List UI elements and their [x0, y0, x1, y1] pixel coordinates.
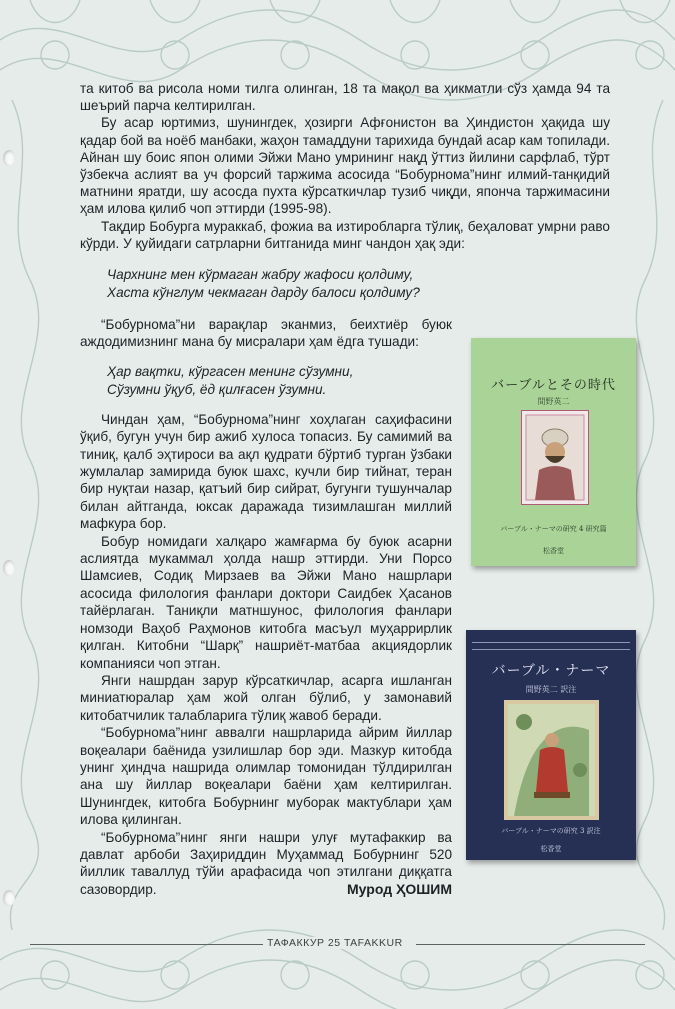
book-series: バーブル・ナーマの研究 3 訳注	[501, 827, 601, 835]
book-publisher: 松香堂	[540, 845, 562, 853]
article-body	[80, 316, 452, 898]
cover-border	[472, 642, 630, 650]
body-paragraph: Бобур номидаги халқаро жамғарма бу буюк асарни аслиятда мукаммал ҳолда нашр эттирди. Уни Порсо Шамсиев, Содиқ Мирзаев ва Эйжи Мано нашрлари асосида филология фанлари доктори Саидбек Ҳасанов тайёрлаган. Таниқли матншунос, филология фанлари номзоди Ваҳоб Раҳмонов китобга масъул муҳаррирлик қилган. Китобни “Шарқ” нашриёт-матбаа акциядорлик компанияси чоп этган.	[80, 533, 452, 671]
poem-quote-1	[107, 266, 610, 302]
intro-paragraph: Тақдир Бобурга мураккаб, фожиа ва изтиробларга тўлиқ, беҳаловат умрни раво кўрди. У қуйидаги сатрларни битганида минг чандон ҳақ эди:	[80, 218, 610, 251]
intro-paragraph: та китоб ва рисола номи тилга олинган, 18 та мақол ва ҳикматли сўз ҳамда 94 та шеърий парча келтирилган.	[80, 81, 610, 114]
poem-line: Чархнинг мен кўрмаган жабру жафоси қолдиму,	[107, 267, 414, 283]
page-footer: ТАФАККУР 25 TAFAKKUR	[263, 937, 407, 949]
poem-quote-2	[107, 363, 452, 399]
miniature-illustration	[504, 700, 599, 820]
book-series: バーブル・ナーマの研究 4 研究篇	[500, 525, 607, 533]
body-paragraph: “Бобурнома”ни варақлар эканмиз, беихтиёр буюк аждодимизнинг мана бу мисралари ҳам ёдга тушади:	[80, 317, 452, 350]
portrait-illustration	[521, 410, 589, 505]
binder-hole	[3, 560, 15, 576]
body-paragraph: Янги нашрдан зарур кўрсаткичлар, асарга ишланган миниатюралар ҳам жой олган бўлиб, у замонавий китобатчилик талабларига тўлиқ жавоб беради.	[80, 672, 452, 723]
book-title: バーブルとその時代	[491, 378, 616, 393]
book-author: 間野英二	[537, 397, 570, 406]
book-cover-baburnama	[466, 630, 636, 860]
poem-line: Сўзумни ўқуб, ёд қилғасен ўзумни.	[107, 381, 327, 397]
book-author: 間野英二 訳注	[525, 685, 577, 694]
body-paragraph: “Бобурнома”нинг янги нашри улуғ мутафаккир ва давлат арбоби Заҳириддин Муҳаммад Бобурнинг 520 йиллик таваллуд тўйи арафасида чоп этилгани диққатга сазовордир.	[80, 829, 452, 897]
article-intro	[80, 80, 610, 302]
footer-rule-right	[416, 944, 645, 945]
body-paragraph: Чиндан ҳам, “Бобурнома”нинг хоҳлаган саҳифасини ўқиб, бугун учун бир ажиб хулоса топасиз. Бу самимий ва тиниқ, қалб эҳтироси ва ақл қудрати бўртиб турган ўзбаки жумлалар замирида буюк шахс, кучли бир тийнат, теран бир нуқтаи назар, қатъий бир сийрат, бугунги тушунчалар билан айтганда, юксак даражада тизимлашган миллий мафкура бор.	[80, 411, 452, 532]
intro-paragraph: Бу асар юртимиз, шунингдек, ҳозирги Афғонистон ва Ҳиндистон ҳақида шу қадар бой ва ноёб манбаки, жаҳон тамаддуни тарихида бундай асар кам топилади. Айнан шу боис япон олими Эйжи Мано умрининг нақд ўттиз йилини сарфлаб, тўрт ўзбекча аслият ва уч форсий таржима асосида “Бобурнома”нинг илмий-танқидий матнини яратди, шу асосда пухта кўрсаткичлар тузиб чиқди, японча таржимасини ҳам илова қилиб чоп эттирди (1995-98).	[80, 115, 610, 217]
book-cover-babur-era	[471, 338, 636, 566]
poem-line: Хаста кўнглум чекмаган дарду балоси қолдиму?	[107, 285, 420, 301]
book-title: バーブル・ナーマ	[491, 663, 611, 679]
binder-hole	[3, 890, 15, 906]
footer-rule-left	[30, 944, 263, 945]
body-paragraph: “Бобурнома”нинг аввалги нашрларида айрим йиллар воқеалари баёнида узилишлар бор эди. Мазкур китобда унинг ҳиндча нашрида олимлар томонидан тўлдирилган ана шу йиллар воқеалари баёни ҳам келтирилган. Шунингдек, китобга Бобурнинг муборак мактублари ҳам илова қилинган.	[80, 725, 452, 828]
book-publisher: 松香堂	[543, 547, 564, 555]
poem-line: Ҳар вақтки, кўргасен менинг сўзумни,	[107, 363, 354, 379]
binder-hole	[3, 150, 15, 166]
author-signature: Мурод ҲОШИМ	[347, 881, 452, 897]
